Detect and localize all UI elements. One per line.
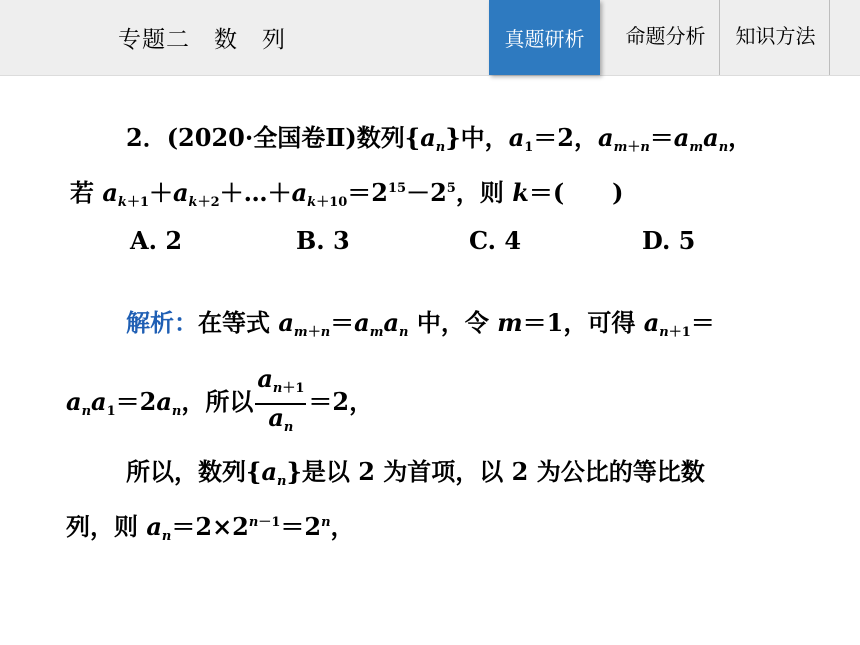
problem-line-2: 若 $a_{k+1}+a_{k+2}+\dots+a_{k+10}=2^{15}-2^5$，则 k＝( ) bbox=[70, 178, 624, 210]
choice-b[interactable]: B. 3 bbox=[296, 226, 350, 255]
problem-source: (2020·全国卷Ⅱ) bbox=[166, 123, 357, 152]
choice-c[interactable]: C. 4 bbox=[469, 226, 522, 255]
choice-a[interactable]: A. 2 bbox=[130, 226, 183, 255]
fraction: $\frac{a_{n+1}}{a_n}$ bbox=[257, 364, 305, 435]
tab-zhenti-yanxi[interactable]: 真题研析 bbox=[489, 0, 600, 75]
page-title: 专题二 数 列 bbox=[118, 27, 286, 53]
problem-number: 2． bbox=[126, 123, 167, 152]
header-bar bbox=[0, 0, 860, 76]
choice-d[interactable]: D. 5 bbox=[642, 226, 696, 255]
solution-line-1: 解析：在等式 $a_{m+n}=a_ma_n$ 中，令 m＝1，可得 $a_{n+1}=$ bbox=[126, 308, 715, 340]
solution-line-2: $a_na_1=2a_n$，所以 $\frac{a_{n+1}}{a_n}$ ＝2， bbox=[66, 366, 373, 441]
problem-stem: 数列$\{a_n\}$中，$a_1=2$，$a_{m+n}=a_ma_n$， bbox=[356, 123, 753, 155]
problem-line-1 bbox=[126, 118, 752, 155]
tab-zhishi-fangfa[interactable]: 知识方法 bbox=[722, 0, 830, 75]
solution-line-3: 所以，数列$\{a_n\}$是以 2 为首项，以 2 为公比的等比数 bbox=[126, 457, 705, 489]
solution-label: 解析： bbox=[126, 309, 198, 337]
tab-mingti-fenxi[interactable]: 命题分析 bbox=[612, 0, 720, 75]
solution-line-4: 列，则 $a_n=2\times 2^{n-1}=2^n$， bbox=[66, 512, 355, 544]
